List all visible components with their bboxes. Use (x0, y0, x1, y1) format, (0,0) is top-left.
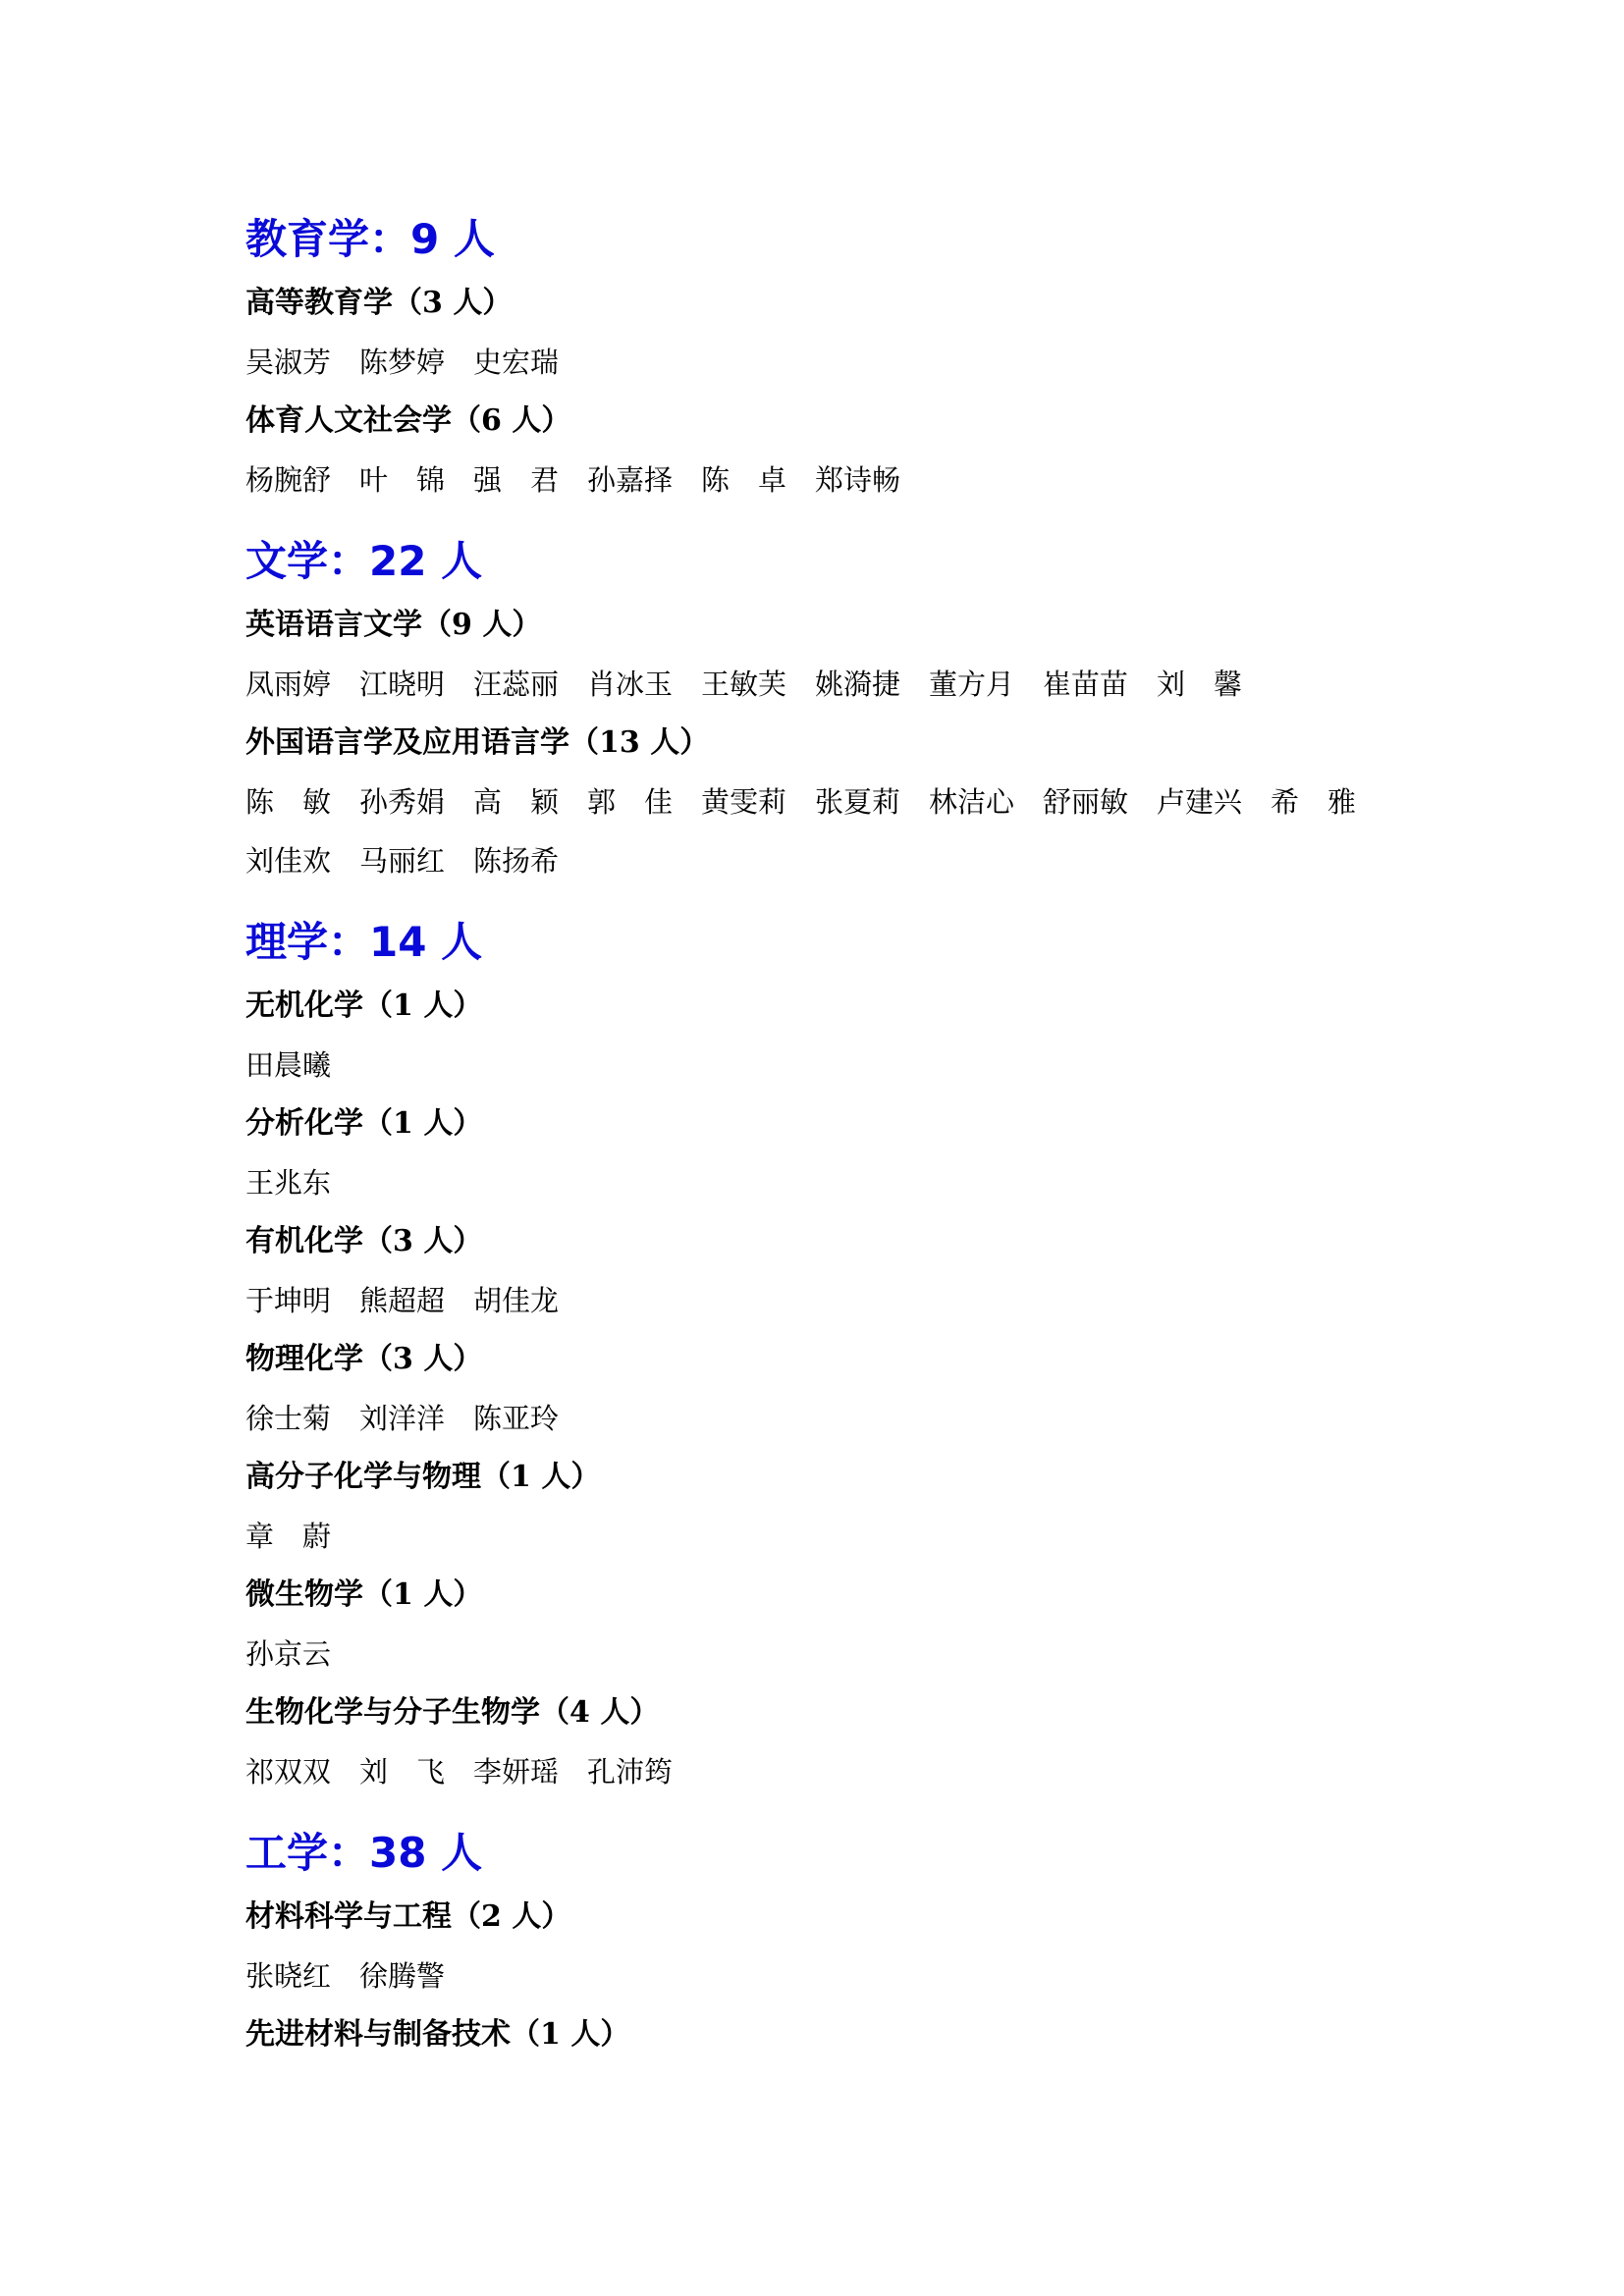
section-science (245, 905, 1388, 1816)
major-heading: 微生物学（1 人） (245, 1577, 483, 1612)
major-heading: 外国语言学及应用语言学（13 人） (245, 725, 710, 760)
name-line: 张晓红 徐腾警 (245, 1959, 446, 1993)
section-title: 工学：38 人 (245, 1829, 483, 1877)
name-line: 杨腕舒 叶 锦 强 君 孙嘉择 陈 卓 郑诗畅 (245, 463, 901, 497)
section-engineering (245, 1816, 1388, 2079)
major-group (245, 988, 1388, 1109)
name-line: 孙京云 (245, 1637, 332, 1671)
name-line: 章 蔚 (245, 1520, 332, 1553)
major-group (245, 608, 1388, 728)
major-heading: 体育人文社会学（6 人） (245, 403, 571, 438)
major-heading: 生物化学与分子生物学（4 人） (245, 1695, 660, 1730)
major-heading: 无机化学（1 人） (245, 988, 483, 1023)
section-literature (245, 524, 1388, 905)
major-group (245, 725, 1388, 905)
section-title: 教育学：9 人 (245, 215, 495, 263)
name-line: 吴淑芳 陈梦婷 史宏瑞 (245, 346, 560, 379)
name-line: 徐士菊 刘洋洋 陈亚玲 (245, 1402, 560, 1435)
major-heading: 分析化学（1 人） (245, 1106, 483, 1141)
major-group (245, 1460, 1388, 1580)
name-line: 刘佳欢 马丽红 陈扬希 (245, 844, 560, 878)
section-title: 理学：14 人 (245, 918, 483, 966)
name-line: 田晨曦 (245, 1048, 332, 1082)
name-line: 王兆东 (245, 1166, 332, 1200)
major-heading: 有机化学（3 人） (245, 1224, 483, 1258)
major-group (245, 1224, 1388, 1345)
section-education (245, 202, 1388, 524)
major-group (245, 1577, 1388, 1698)
section-title: 文学：22 人 (245, 537, 483, 585)
major-heading: 材料科学与工程（2 人） (245, 1899, 571, 1934)
major-group (245, 403, 1388, 524)
major-heading: 物理化学（3 人） (245, 1342, 483, 1376)
major-heading: 先进材料与制备技术（1 人） (245, 2017, 630, 2052)
major-group (245, 1899, 1388, 2020)
major-group (245, 286, 1388, 406)
major-heading: 高等教育学（3 人） (245, 286, 513, 320)
major-group (245, 1695, 1388, 1816)
name-line: 陈 敏 孙秀娟 高 颖 郭 佳 黄雯莉 张夏莉 林洁心 舒丽敏 卢建兴 希 雅 (245, 785, 1357, 819)
major-heading: 高分子化学与物理（1 人） (245, 1460, 601, 1494)
name-line: 于坤明 熊超超 胡佳龙 (245, 1284, 560, 1317)
major-group (245, 2017, 1388, 2079)
major-group (245, 1342, 1388, 1463)
name-line: 祁双双 刘 飞 李妍瑶 孔沛筠 (245, 1755, 674, 1789)
major-group (245, 1106, 1388, 1227)
name-line: 凤雨婷 江晓明 汪蕊丽 肖冰玉 王敏芙 姚漪捷 董方月 崔苗苗 刘 馨 (245, 667, 1243, 701)
major-heading: 英语语言文学（9 人） (245, 608, 542, 642)
